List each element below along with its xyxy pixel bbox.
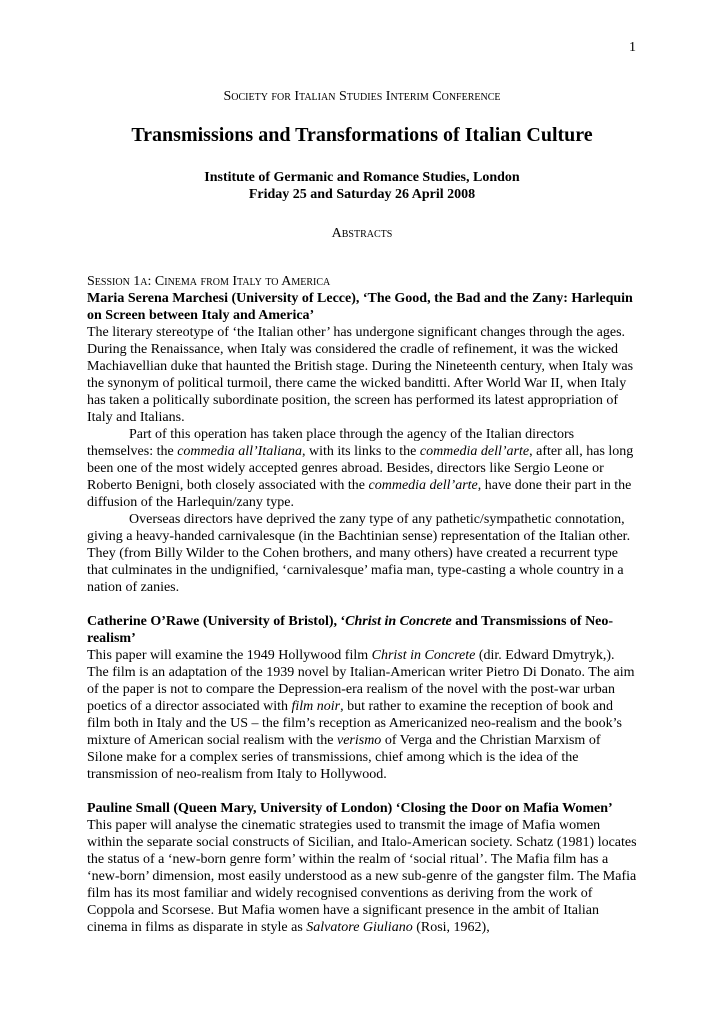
conference-name: Society for Italian Studies Interim Conference [223,89,501,104]
page-number: 1 [629,40,636,55]
venue-dates: Friday 25 and Saturday 26 April 2008 [248,187,476,202]
abstract-marchesi [87,290,637,596]
abstract-paragraph: This paper will examine the 1949 Hollywood film Christ in Concrete (dir. Edward Dmytryk,). The film is an adaptation of the 1939 novel by Italian-American writer Pietro Di Donato. The aim of the paper is not to compare the Depression-era realism of the novel with the post-war urban poetics of a director associated with film noir, but rather to examine the reception of book and film both in Italy and the US – the film’s reception as Americanized neo-realism and the book’s mixture of American social realism with the verismo of Verga and the Christian Marxism of Silone make for a complex series of transmissions, chief among which is the idea of the transmission of neo-realism from Italy to Hollywood. [87,648,635,782]
document-body [87,88,637,936]
abstract-paragraph: Part of this operation has taken place through the agency of the Italian directors themselves: the commedia all’Italiana, with its links to the commedia dell’arte, after all, has long been one of the most widely accepted genres abroad. Besides, directors like Sergio Leone or Roberto Benigni, both closely associated with the commedia dell’arte, have done their part in the diffusion of the Harlequin/zany type. [87,427,634,510]
venue-block [87,169,637,203]
abstract-heading: Maria Serena Marchesi (University of Lecce), ‘The Good, the Bad and the Zany: Harlequin on Screen between Italy and America’ [87,291,633,323]
abstract-paragraph: This paper will analyse the cinematic strategies used to transmit the image of Mafia women within the separate social constructs of Sicilian, and Italo-American society. Schatz (1981) locates the status of a ‘new-born genre form’ within the realm of ‘social ritual’. The Mafia film has a ‘new-born’ dimension, most easily understood as a new sub-genre of the gangster film. The Mafia film has its most familiar and widely recognised conventions as deriving from the work of Coppola and Scorsese. But Mafia women have a significant presence in the ambit of Italian cinema in films as disparate in style as Salvatore Giuliano (Rosi, 1962), [87,818,637,935]
abstract-heading: Catherine O’Rawe (University of Bristol), ‘Christ in Concrete and Transmissions of Neo-realism’ [87,614,614,646]
abstract-paragraph: Overseas directors have deprived the zany type of any pathetic/sympathetic connotation, giving a heavy-handed carnivalesque (in the Bachtinian sense) representation of the Italian other. They (from Billy Wilder to the Cohen brothers, and many others) have created a recurrent type that culminates in the undignified, ‘carnivalesque’ mafia man, type-casting a whole country in a nation of zanies. [87,512,631,595]
session-heading: Session 1a: Cinema from Italy to America [87,274,331,289]
venue-location: Institute of Germanic and Romance Studies, London [204,170,520,185]
abstract-heading: Pauline Small (Queen Mary, University of London) ‘Closing the Door on Mafia Women’ [87,801,613,816]
abstracts-heading: Abstracts [331,226,393,241]
document-title: Transmissions and Transformations of Italian Culture [131,124,593,146]
abstract-paragraph: The literary stereotype of ‘the Italian other’ has undergone significant changes through the ages. During the Renaissance, when Italy was considered the cradle of refinement, it was the wicked Machiavellian duke that haunted the British stage. During the Nineteenth century, when Italy was the synonym of political turmoil, there came the wicked banditti. After World War II, when Italy has taken a politically subordinate position, the screen has performed its latest appropriation of Italy and Italians. [87,325,634,425]
abstract-small [87,800,637,936]
abstract-orawe [87,613,637,783]
